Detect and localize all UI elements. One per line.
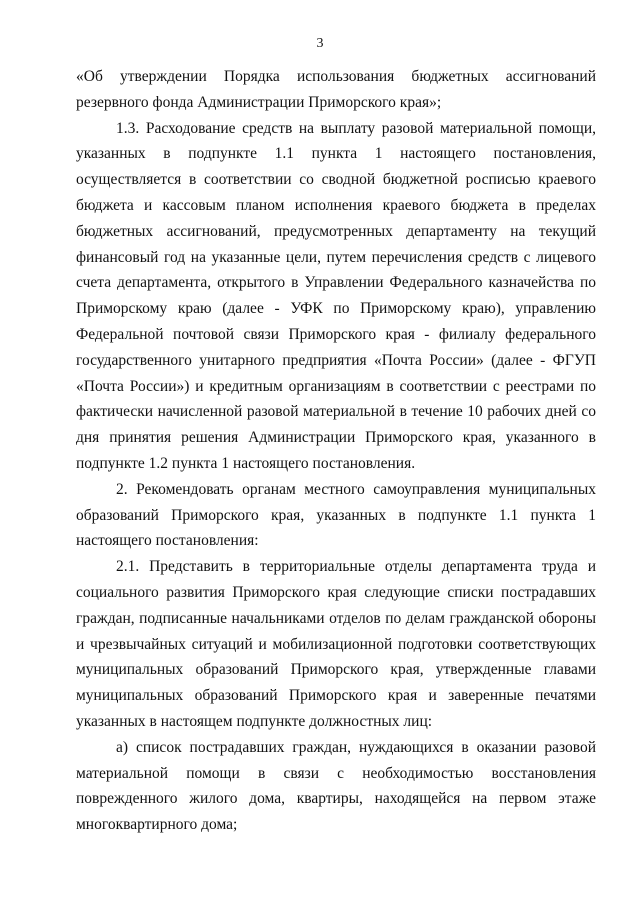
paragraph-2: 2. Рекомендовать органам местного самоуправления муниципальных образований Приморского края, указанных в подпункте 1.1 пункта 1 настоящего постановления: [76,480,596,550]
paragraph-1-3: 1.3. Расходование средств на выплату разовой материальной помощи, указанных в подпункте 1.1 пункта 1 настоящего постановления, осуществляется в соответствии со сводной бюджетной росписью краевого бюджета и кассовым планом исполнения краевого бюджета в пределах бюджетных ассигнований, предусмотренных департаменту на текущий финансовый год на указанные цели, путем перечисления средств с лицевого счета департамента, открытого в Управлении Федерального казначейства по Приморскому краю (далее - УФК по Приморскому краю), управлению Федеральной почтовой связи Приморского края - филиалу федерального государственного унитарного предприятия «Почта России» (далее - ФГУП «Почта России») и кредитным организациям в соответствии с реестрами по фактически начисленной разовой материальной в течение 10 рабочих дней со дня принятия решения Администрации Приморского края, указанного в подпункте 1.2 пункта 1 настоящего постановления. [76,119,596,472]
paragraph-resolution-title-continuation: «Об утверждении Порядка использования бюджетных ассигнований резервного фонда Администрации Приморского края»; [76,68,596,111]
page-number: 3 [316,36,324,51]
paragraph-2-1: 2.1. Представить в территориальные отделы департамента труда и социального развития Приморского края следующие списки пострадавших граждан, подписанные начальниками отделов по делам гражданской обороны и чрезвычайных ситуаций и мобилизационной подготовки соответствующих муниципальных образований Приморского края, утвержденные главами муниципальных образований Приморского края и заверенные печатями указанных в настоящем подпункте должностных лиц: [76,558,596,730]
document-body [76,64,596,838]
paragraph-2-1-a: а) список пострадавших граждан, нуждающихся в оказании разовой материальной помощи в связи с необходимостью восстановления поврежденного жилого дома, квартиры, находящейся на первом этаже многоквартирного дома; [76,738,596,834]
